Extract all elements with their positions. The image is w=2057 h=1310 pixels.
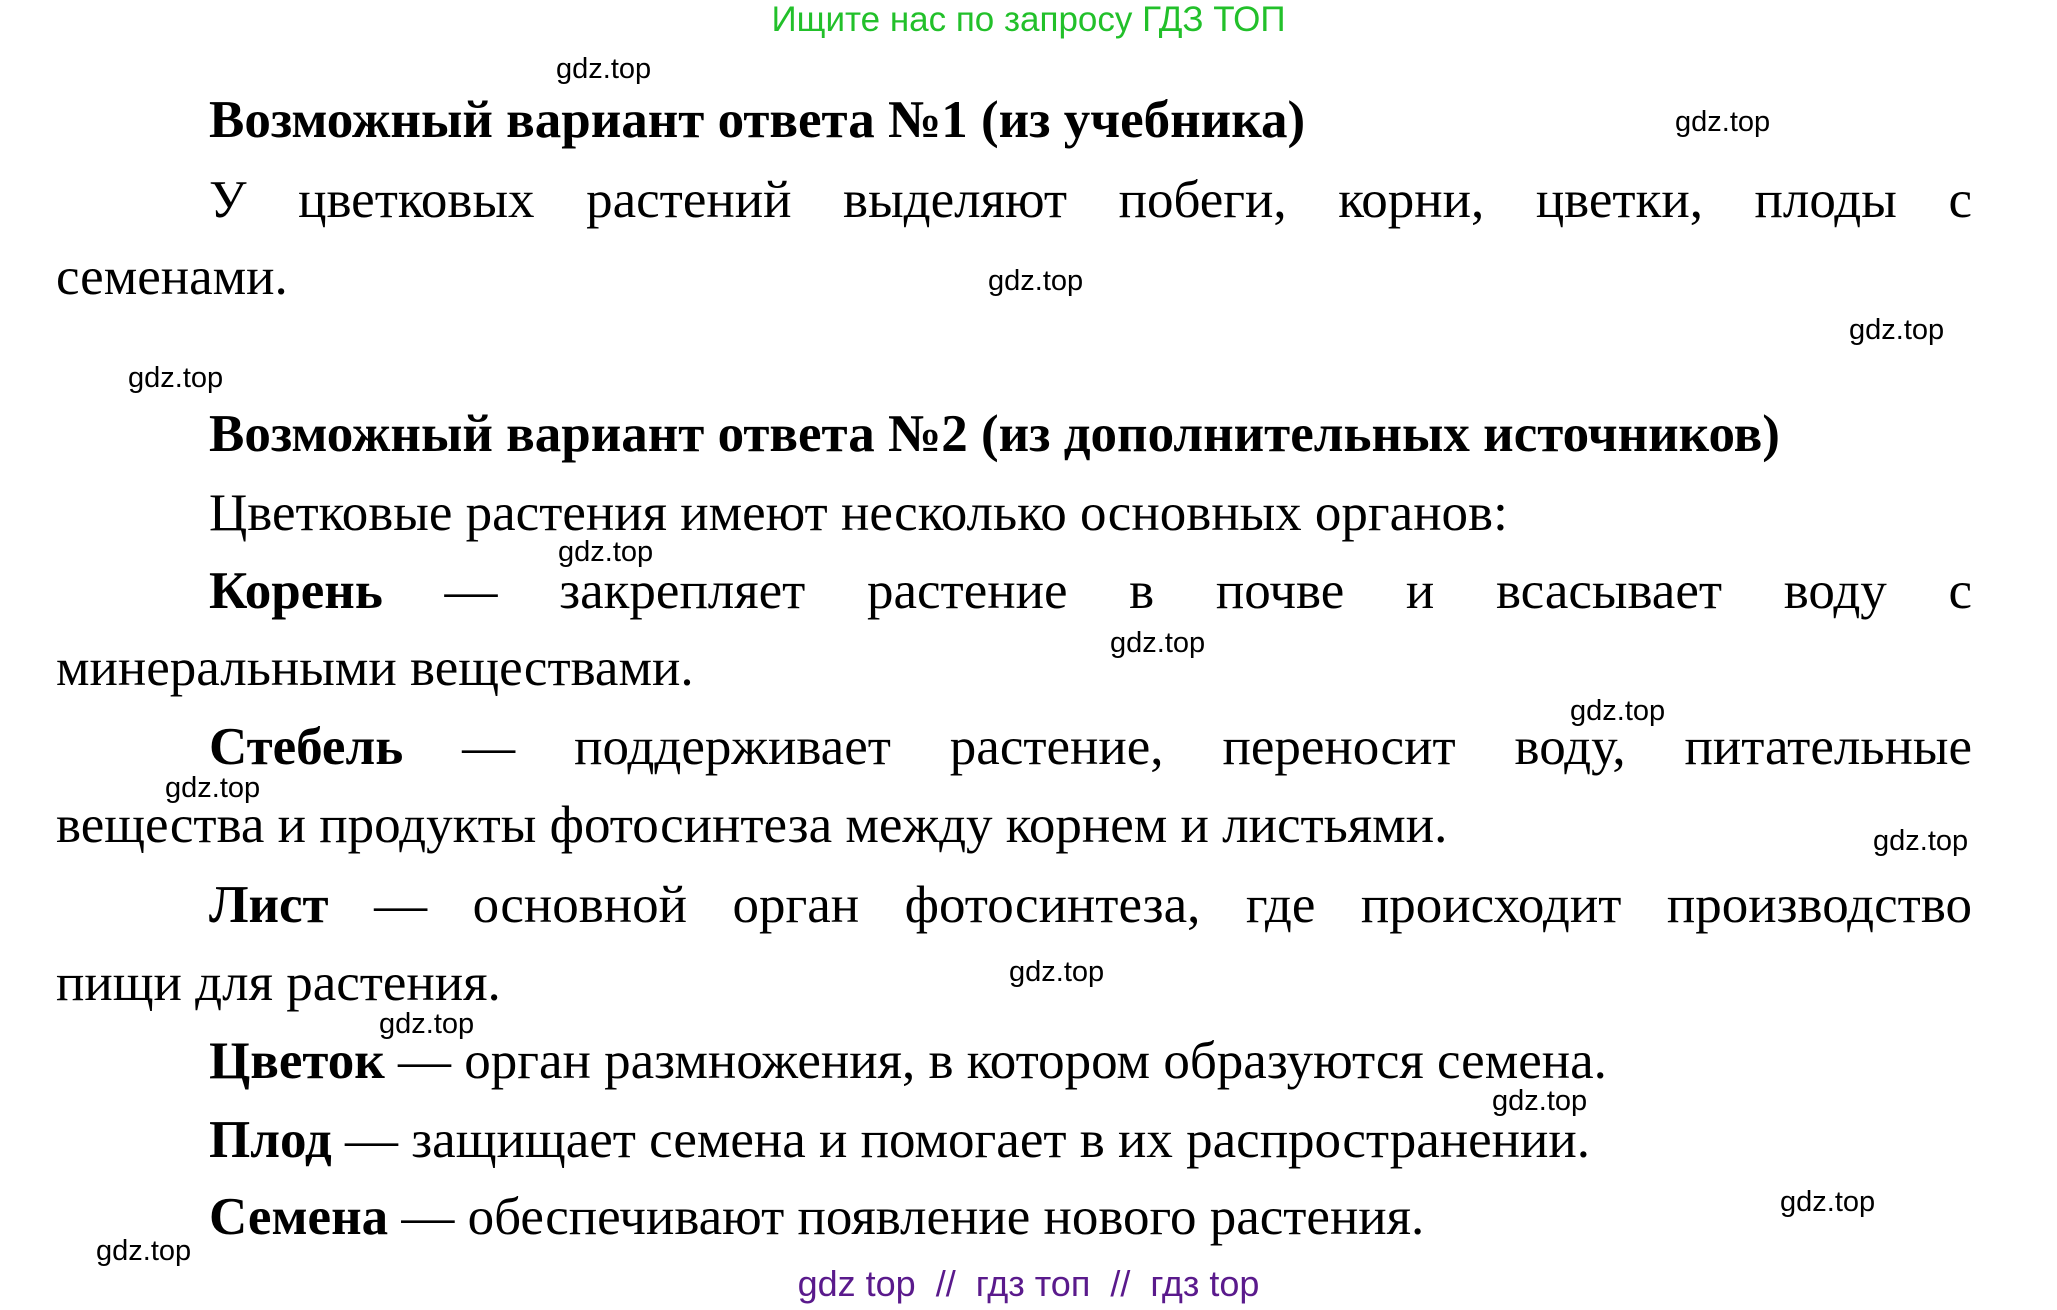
watermark: gdz.top xyxy=(379,1008,475,1040)
footer-links: gdz top // гдз топ // гдз top xyxy=(797,1263,1260,1304)
organ-desc: — защищает семена и помогает в их распространении. xyxy=(331,1111,1590,1169)
organ-term: Цветок xyxy=(209,1032,385,1090)
organ-flower xyxy=(209,1031,1607,1091)
organ-root xyxy=(209,561,1972,621)
organ-term: Плод xyxy=(209,1111,332,1169)
watermark: gdz.top xyxy=(1675,106,1771,138)
organ-term: Лист xyxy=(209,876,329,934)
watermark: gdz.top xyxy=(558,536,654,568)
organ-root-cont: минеральными веществами. xyxy=(56,639,694,697)
organ-desc: — закрепляет растение в почве и всасывает воду с xyxy=(382,562,1972,620)
watermark: gdz.top xyxy=(1849,314,1945,346)
organ-leaf-cont: пищи для растения. xyxy=(56,954,501,1012)
answer1-text-line1: У цветковых растений выделяют побеги, корни, цветки, плоды с xyxy=(209,171,1972,229)
watermark: gdz.top xyxy=(1009,956,1105,988)
watermark: gdz.top xyxy=(165,772,261,804)
organ-desc: — обеспечивают появление нового растения. xyxy=(388,1188,1425,1246)
watermark: gdz.top xyxy=(1492,1085,1588,1117)
search-banner: Ищите нас по запросу ГДЗ ТОП xyxy=(771,0,1286,39)
answer2-title: Возможный вариант ответа №2 (из дополнительных источников) xyxy=(209,405,1780,463)
organ-term: Стебель xyxy=(209,718,404,776)
answer1-title: Возможный вариант ответа №1 (из учебника) xyxy=(209,91,1306,149)
organ-fruit xyxy=(209,1110,1590,1170)
watermark: gdz.top xyxy=(128,362,224,394)
watermark: gdz.top xyxy=(1780,1186,1876,1218)
watermark: gdz.top xyxy=(1873,825,1969,857)
organ-desc: — основной орган фотосинтеза, где происходит производство xyxy=(328,876,1972,934)
organ-seeds xyxy=(209,1187,1424,1247)
watermark: gdz.top xyxy=(556,53,652,85)
watermark: gdz.top xyxy=(1110,627,1206,659)
watermark: gdz.top xyxy=(1570,695,1666,727)
organ-term: Корень xyxy=(209,562,383,620)
watermark: gdz.top xyxy=(96,1235,192,1267)
organ-desc: — поддерживает растение, переносит воду, питательные xyxy=(403,718,1972,776)
organ-term: Семена xyxy=(209,1188,389,1246)
answer1-text-line2: семенами. xyxy=(56,248,288,306)
watermark: gdz.top xyxy=(988,265,1084,297)
organ-desc: — орган размножения, в котором образуются семена. xyxy=(384,1032,1607,1090)
organ-stem xyxy=(209,717,1972,777)
organ-stem-cont: вещества и продукты фотосинтеза между корнем и листьями. xyxy=(56,796,1448,854)
answer2-intro: Цветковые растения имеют несколько основных органов: xyxy=(209,484,1508,542)
organ-leaf xyxy=(209,875,1972,935)
